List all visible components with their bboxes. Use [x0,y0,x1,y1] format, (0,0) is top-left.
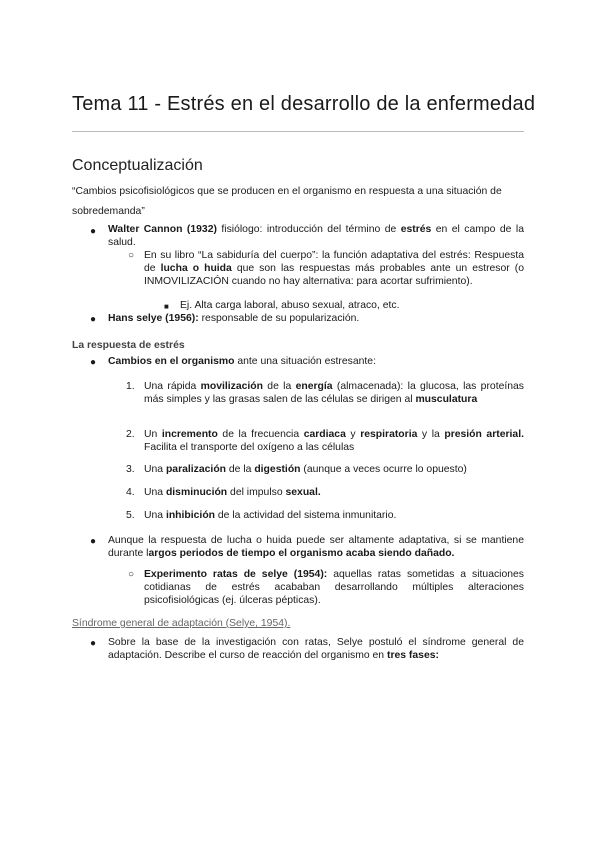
bullet-square-icon: ■ [164,302,169,311]
bullet-circle-icon: ○ [128,250,135,261]
list-item-cambios: Cambios en el organismo ante una situación estresante: [108,356,376,367]
page-title: Tema 11 - Estrés en el desarrollo de la enfermedad [72,93,536,115]
bullet-disc-icon: ● [90,314,97,325]
list-number: 3. [126,464,135,475]
list-item-libro: En su libro “La sabiduría del cuerpo”: la función adaptativa del estrés: Respuesta de lucha o huida que son las respuestas más probables ante un estresor (o INMOVILIZACIÓN cuando no hay alternativa: para acortar sufrimiento). [144,250,524,287]
list-item-aunque: Aunque la respuesta de lucha o huida puede ser altamente adaptativa, si se mantiene durante largos periodos de tiempo el organismo acaba siendo dañado. [108,535,524,559]
section-heading-conceptualizacion: Conceptualización [72,157,203,174]
numbered-item-3: Una paralización de la digestión (aunque a veces ocurre lo opuesto) [144,464,467,475]
list-item-selye: Hans selye (1956): responsable de su popularización. [108,313,360,324]
list-number: 5. [126,510,135,521]
list-item-ejemplo: Ej. Alta carga laboral, abuso sexual, atraco, etc. [180,300,400,311]
list-item-sobre: Sobre la base de la investigación con ratas, Selye postuló el síndrome general de adaptación. Describe el curso de reacción del organismo en tres fases: [108,637,524,661]
bullet-disc-icon: ● [90,226,97,237]
bullet-disc-icon: ● [90,357,97,368]
list-number: 4. [126,487,135,498]
subheading-respuesta-estres: La respuesta de estrés [72,340,185,351]
list-number: 1. [126,381,135,392]
title-divider [72,131,524,132]
definition-quote: “Cambios psicofisiológicos que se producen en el organismo en respuesta a una situación de sobredemanda” [72,186,502,217]
numbered-item-1: Una rápida movilización de la energía (almacenada): la glucosa, las proteínas más simples y las grasas salen de las células se dirigen al musculatura [144,381,524,405]
numbered-item-4: Una disminución del impulso sexual. [144,487,321,498]
sindrome-general-link[interactable]: Síndrome general de adaptación (Selye, 1954). [72,618,291,629]
numbered-item-2: Un incremento de la frecuencia cardiaca y respiratoria y la presión arterial. Facilita el transporte del oxígeno a las células [144,429,524,453]
bullet-disc-icon: ● [90,638,97,649]
list-item-cannon: Walter Cannon (1932) fisiólogo: introducción del término de estrés en el campo de la salud. [108,224,524,248]
bullet-disc-icon: ● [90,536,97,547]
numbered-item-5: Una inhibición de la actividad del sistema inmunitario. [144,510,397,521]
list-number: 2. [126,429,135,440]
bullet-circle-icon: ○ [128,569,135,580]
list-item-experimento: Experimento ratas de selye (1954): aquellas ratas sometidas a situaciones cotidianas de estrés acababan desarrollando múltiples alteraciones psicofisiológicas (ej. úlceras pépticas). [144,569,525,606]
